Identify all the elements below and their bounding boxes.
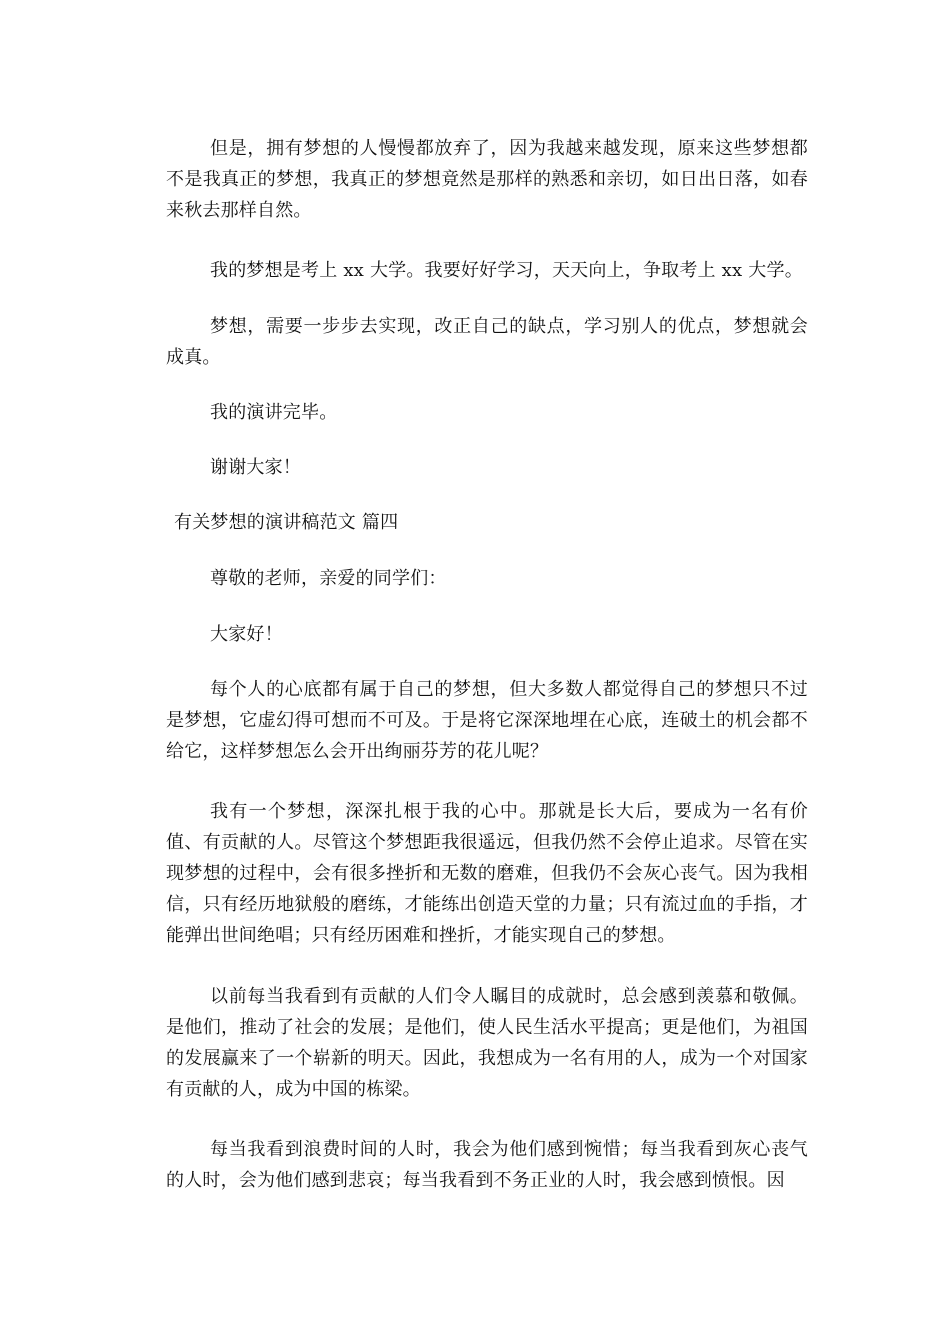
section-paragraph-1: 尊敬的老师，亲爱的同学们： (210, 568, 447, 589)
section-paragraph-3: 每个人的心底都有属于自己的梦想，但大多数人都觉得自己的梦想只不过是梦想，它虚幻得可想而不可及。于是将它深深地埋在心底，连破土的机会都不给它，这样梦想怎么会开出绚丽芬芳的花儿呢？ (166, 679, 808, 762)
paragraph-5: 谢谢大家！ (210, 457, 301, 478)
section-paragraph-6: 每当我看到浪费时间的人时，我会为他们感到惋惜；每当我看到灰心丧气的人时，会为他们感到悲哀；每当我看到不务正业的人时，我会感到愤恨。因 (166, 1139, 808, 1191)
paragraph-3: 梦想，需要一步步去实现，改正自己的缺点，学习别人的优点，梦想就会成真。 (166, 316, 808, 368)
paragraph-1: 但是，拥有梦想的人慢慢都放弃了，因为我越来越发现，原来这些梦想都不是我真正的梦想，我真正的梦想竟然是那样的熟悉和亲切，如日出日落，如春来秋去那样自然。 (166, 138, 808, 221)
paragraph-4: 我的演讲完毕。 (210, 402, 338, 423)
section-heading: 有关梦想的演讲稿范文 篇四 (174, 512, 399, 533)
section-paragraph-5: 以前每当我看到有贡献的人们令人瞩目的成就时，总会感到羡慕和敬佩。是他们，推动了社会的发展；是他们，使人民生活水平提高；更是他们，为祖国的发展赢来了一个崭新的明天。因此，我想成为一名有用的人，成为一个对国家有贡献的人，成为中国的栋梁。 (166, 986, 808, 1100)
section-paragraph-4: 我有一个梦想，深深扎根于我的心中。那就是长大后，要成为一名有价值、有贡献的人。尽管这个梦想距我很遥远，但我仍然不会停止追求。尽管在实现梦想的过程中，会有很多挫折和无数的磨难，但我仍不会灰心丧气。因为我相信，只有经历地狱般的磨练，才能练出创造天堂的力量；只有流过血的手指，才能弹出世间绝唱；只有经历困难和挫折，才能实现自己的梦想。 (166, 801, 808, 946)
section-paragraph-2: 大家好！ (210, 624, 283, 645)
paragraph-2: 我的梦想是考上 xx 大学。我要好好学习，天天向上，争取考上 xx 大学。 (210, 260, 803, 281)
